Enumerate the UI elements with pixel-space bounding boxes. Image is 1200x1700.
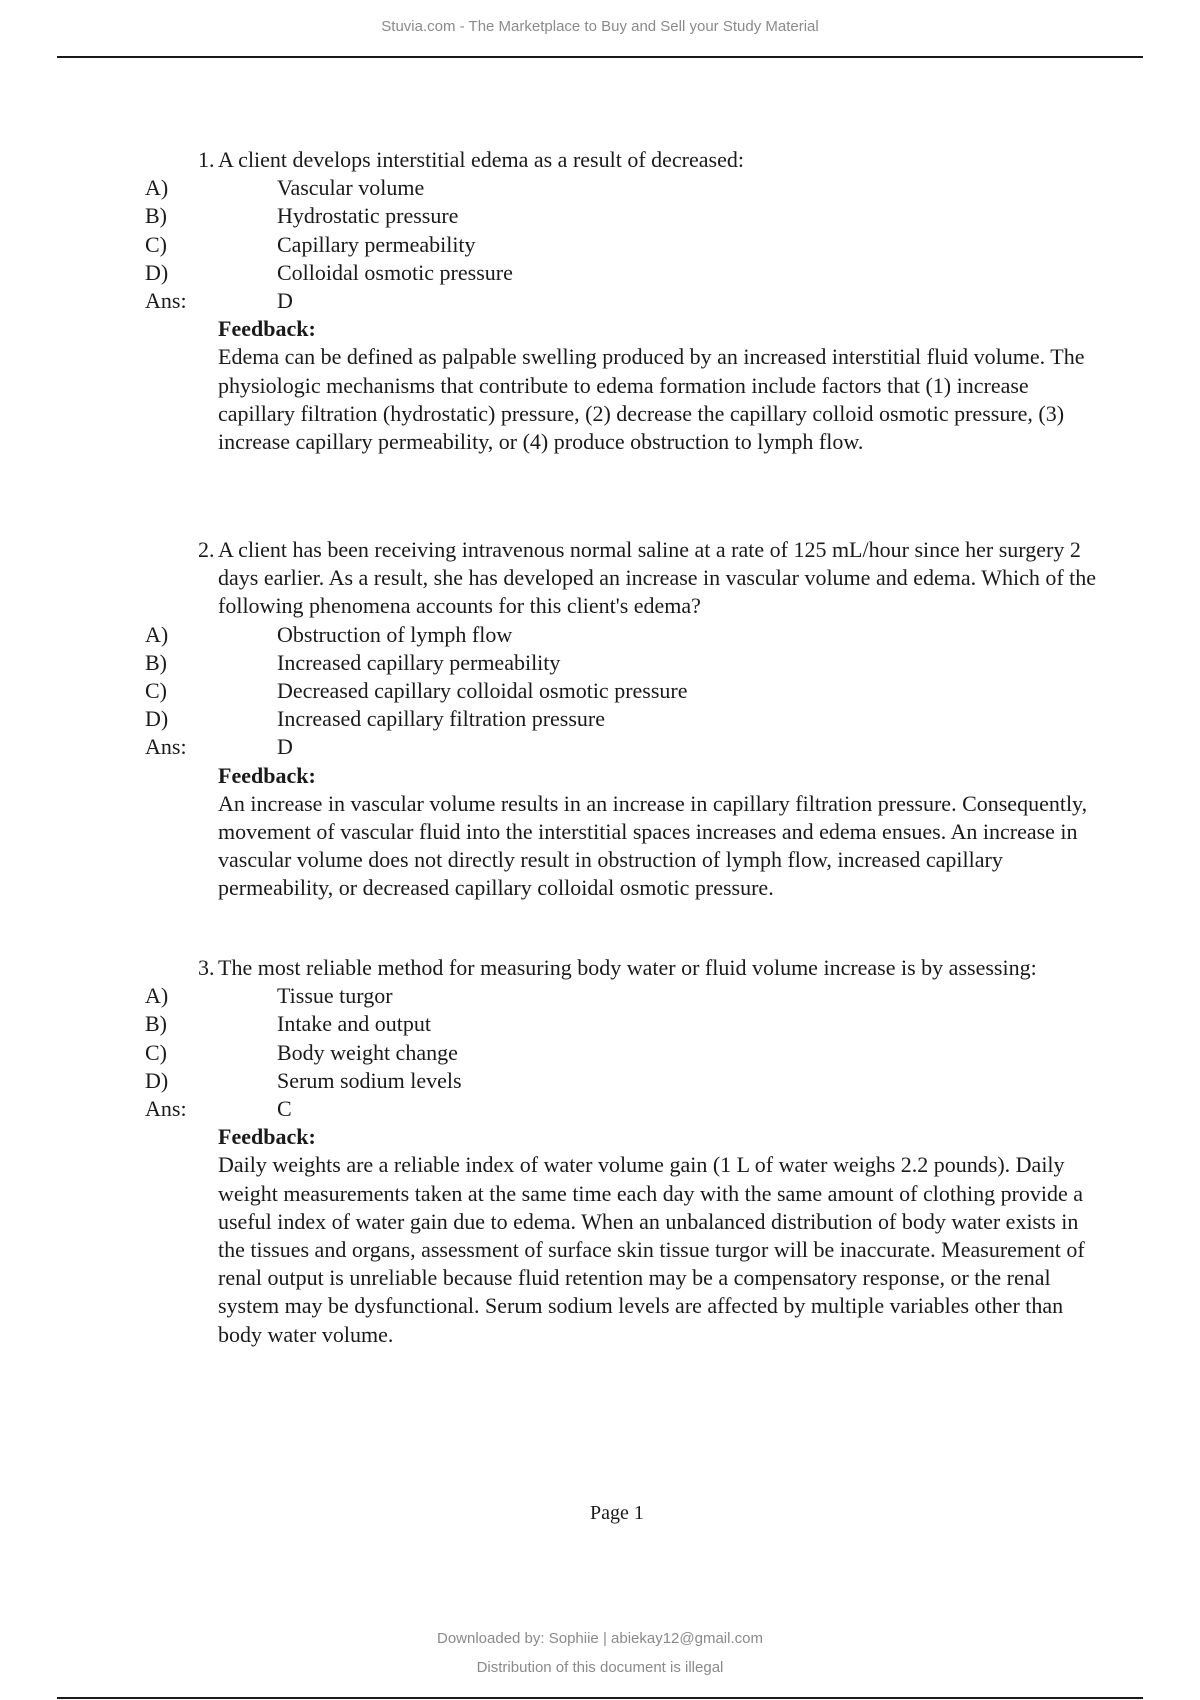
distribution-notice: Distribution of this document is illegal bbox=[476, 1659, 724, 1676]
answer-label: Ans: bbox=[145, 287, 187, 313]
option-d bbox=[0, 705, 1200, 733]
option-a bbox=[0, 174, 1200, 202]
question-stem bbox=[0, 146, 1098, 174]
option-text: Obstruction of lymph flow bbox=[277, 621, 513, 647]
option-text: Increased capillary permeability bbox=[277, 649, 561, 675]
question-text: A client develops interstitial edema as a result of decreased: bbox=[218, 147, 744, 172]
answer-row bbox=[0, 1095, 1200, 1123]
option-d bbox=[0, 259, 1200, 287]
option-letter: B) bbox=[145, 1011, 167, 1037]
option-text: Tissue turgor bbox=[277, 983, 393, 1009]
answer-label: Ans: bbox=[145, 1095, 187, 1121]
option-text: Increased capillary filtration pressure bbox=[277, 706, 606, 732]
question-text: The most reliable method for measuring body water or fluid volume increase is by assessing: bbox=[218, 955, 1037, 980]
option-a bbox=[0, 621, 1200, 649]
option-b bbox=[0, 202, 1200, 230]
option-letter: B) bbox=[145, 203, 167, 229]
option-letter: A) bbox=[145, 621, 169, 647]
option-c bbox=[0, 1039, 1200, 1067]
option-b bbox=[0, 1010, 1200, 1038]
option-letter: D) bbox=[145, 706, 169, 732]
option-letter: D) bbox=[145, 259, 169, 285]
option-text: Decreased capillary colloidal osmotic pressure bbox=[277, 677, 688, 703]
feedback-text: Daily weights are a reliable index of water volume gain (1 L of water weighs 2.2 pounds). Daily weight measurements taken at the same time each day with the same amount of clothing provide a useful index of water gain due to edema. When an unbalanced distribution of body water exists in the tissues and organs, assessment of surface skin tissue turgor will be inaccurate. Measurement of renal output is unreliable because fluid retention may be a compensatory response, or the renal system may be dysfunctional. Serum sodium levels are affected by multiple variables other than body water volume. bbox=[218, 1152, 1085, 1347]
feedback-label: Feedback: bbox=[218, 762, 316, 788]
feedback-text: An increase in vascular volume results in an increase in capillary filtration pressure. Consequently, movement of vascular fluid into the interstitial spaces increases and edema ensues. An increase in vascular volume does not directly result in obstruction of lymph flow, increased capillary permeability, or decreased capillary colloidal osmotic pressure. bbox=[218, 790, 1088, 901]
answer-value: C bbox=[277, 1095, 292, 1121]
option-c bbox=[0, 231, 1200, 259]
feedback-label: Feedback: bbox=[218, 1124, 316, 1150]
option-letter: D) bbox=[145, 1067, 169, 1093]
option-text: Capillary permeability bbox=[277, 231, 476, 257]
option-text: Vascular volume bbox=[277, 175, 425, 201]
option-d bbox=[0, 1067, 1200, 1095]
footer-divider bbox=[57, 1697, 1143, 1699]
feedback-label: Feedback: bbox=[218, 316, 316, 342]
question-stem bbox=[0, 536, 1098, 621]
question-3 bbox=[0, 954, 1200, 1349]
option-text: Serum sodium levels bbox=[277, 1067, 462, 1093]
option-c bbox=[0, 677, 1200, 705]
answer-value: D bbox=[277, 734, 293, 760]
option-letter: B) bbox=[145, 649, 167, 675]
option-text: Hydrostatic pressure bbox=[277, 203, 459, 229]
question-2 bbox=[0, 536, 1200, 903]
option-letter: C) bbox=[145, 231, 167, 257]
option-letter: A) bbox=[145, 983, 169, 1009]
site-header-text: Stuvia.com - The Marketplace to Buy and Sell your Study Material bbox=[381, 18, 819, 35]
question-number: 2. bbox=[198, 537, 215, 562]
question-1 bbox=[0, 146, 1200, 456]
answer-value: D bbox=[277, 287, 293, 313]
option-text: Body weight change bbox=[277, 1039, 458, 1065]
page-number: Page 1 bbox=[590, 1502, 644, 1524]
option-letter: A) bbox=[145, 175, 169, 201]
downloaded-by-text: Downloaded by: Sophiie | abiekay12@gmail.com bbox=[437, 1630, 763, 1647]
option-a bbox=[0, 982, 1200, 1010]
answer-row bbox=[0, 287, 1200, 315]
question-stem bbox=[0, 954, 1098, 982]
answer-row bbox=[0, 733, 1200, 761]
option-letter: C) bbox=[145, 1039, 167, 1065]
question-number: 3. bbox=[198, 955, 215, 980]
header-divider bbox=[57, 56, 1143, 58]
feedback-text: Edema can be defined as palpable swelling produced by an increased interstitial fluid volume. The physiologic mechanisms that contribute to edema formation include factors that (1) increase capillary filtration (hydrostatic) pressure, (2) decrease the capillary colloid osmotic pressure, (3) increase capillary permeability, or (4) produce obstruction to lymph flow. bbox=[218, 344, 1085, 454]
option-b bbox=[0, 649, 1200, 677]
question-text: A client has been receiving intravenous normal saline at a rate of 125 mL/hour since her surgery 2 days earlier. As a result, she has developed an increase in vascular volume and edema. Which of the following phenomena accounts for this client's edema? bbox=[218, 537, 1097, 619]
option-text: Intake and output bbox=[277, 1011, 431, 1037]
question-number: 1. bbox=[198, 147, 215, 172]
option-text: Colloidal osmotic pressure bbox=[277, 259, 513, 285]
option-letter: C) bbox=[145, 677, 167, 703]
answer-label: Ans: bbox=[145, 734, 187, 760]
